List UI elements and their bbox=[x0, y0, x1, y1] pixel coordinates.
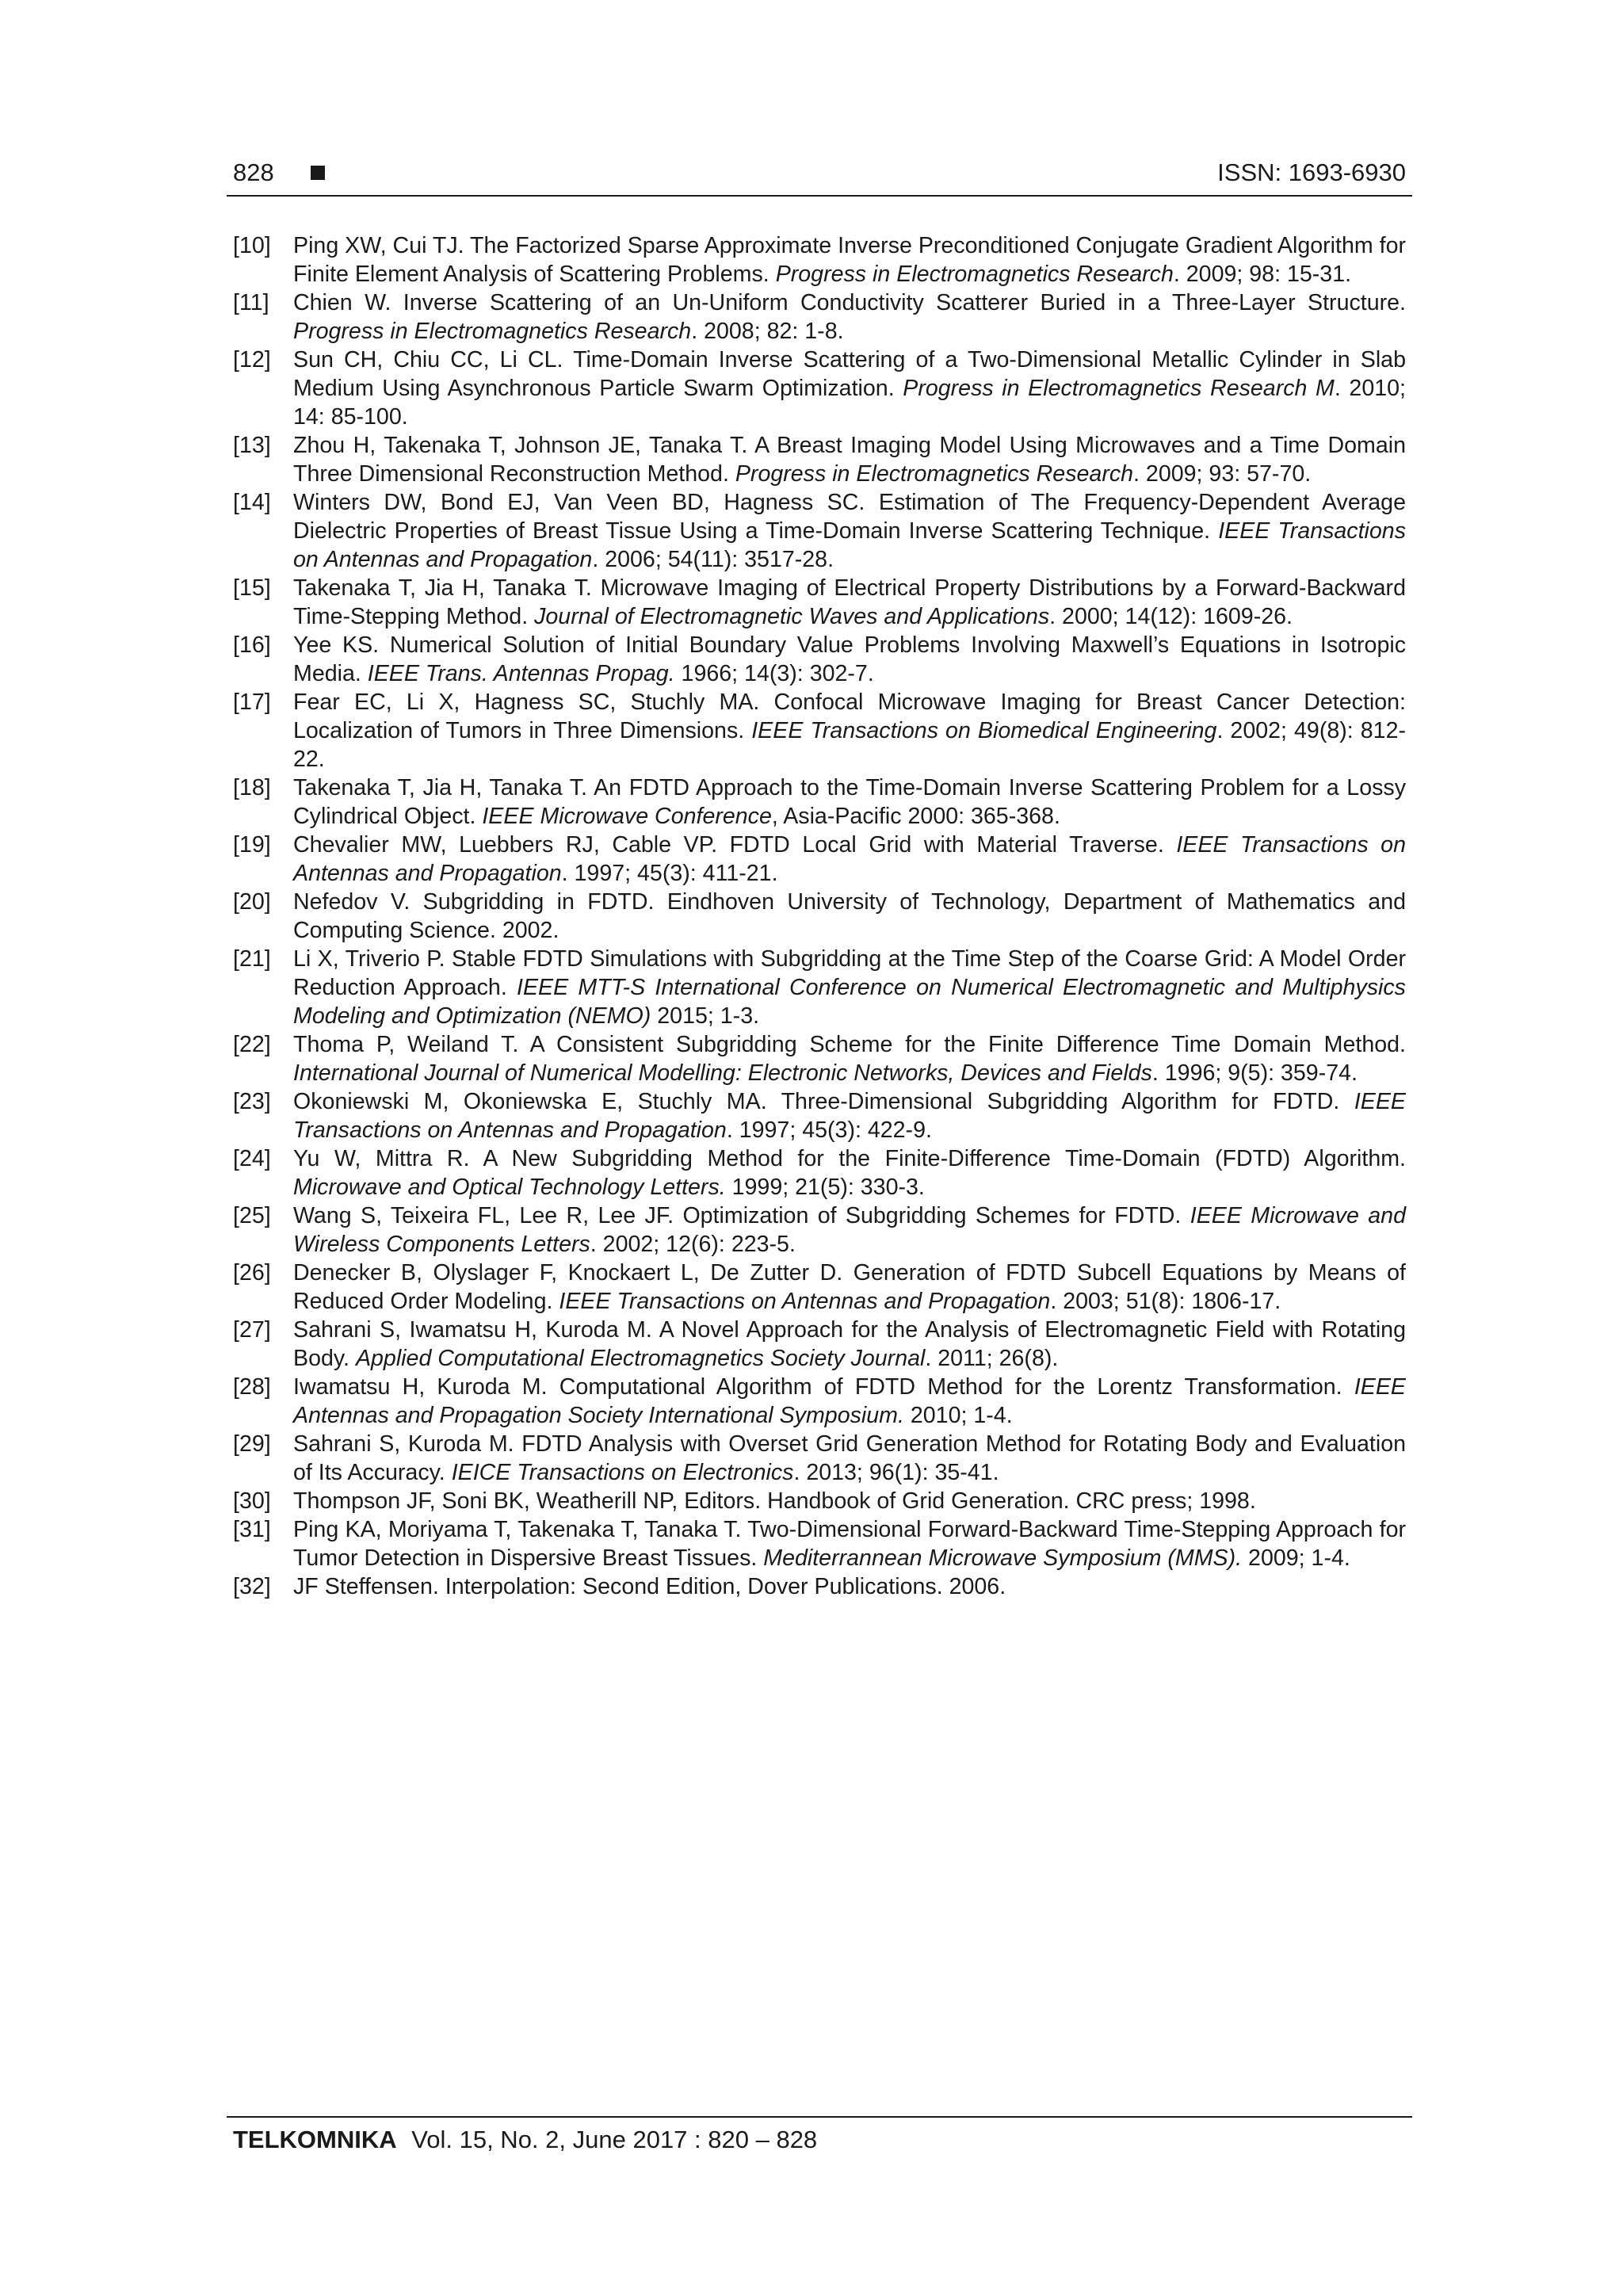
reference-authors-title: Sun CH, Chiu CC, Li CL. Time-Domain Inverse Scattering of a Two-Dimensional Metallic Cylinder in Slab Medium Using Asynchronous Particle Swarm Optimization. bbox=[293, 347, 1406, 401]
reference-number: [31] bbox=[233, 1517, 271, 1542]
reference-text bbox=[293, 774, 1406, 831]
reference-text bbox=[293, 688, 1406, 774]
reference-details: 2015; 1-3. bbox=[651, 1003, 760, 1029]
reference-item bbox=[233, 774, 1406, 831]
reference-authors-title: Li X, Triverio P. Stable FDTD Simulations with Subgridding at the Time Step of the Coarse Grid: A Model Order Reduction Approach. bbox=[293, 946, 1406, 1000]
reference-details: , Asia-Pacific 2000: 365-368. bbox=[771, 804, 1060, 829]
reference-details: . 2008; 82: 1-8. bbox=[691, 319, 844, 344]
reference-authors-title: Nefedov V. Subgridding in FDTD. Eindhoven University of Technology, Department of Mathematics and Computing Science. 2002. bbox=[293, 889, 1406, 943]
reference-item bbox=[233, 574, 1406, 631]
page-footer bbox=[233, 2126, 817, 2154]
reference-details: . 2010; 14: 85-100. bbox=[293, 376, 1406, 430]
header-divider bbox=[227, 195, 1412, 197]
reference-venue: IEICE Transactions on Electronics bbox=[451, 1460, 794, 1485]
reference-authors-title: Winters DW, Bond EJ, Van Veen BD, Hagness SC. Estimation of The Frequency-Dependent Average Dielectric Properties of Breast Tissue Using a Time-Domain Inverse Scattering Technique. bbox=[293, 490, 1406, 544]
reference-details: . 2000; 14(12): 1609-26. bbox=[1049, 604, 1293, 629]
reference-authors-title: Denecker B, Olyslager F, Knockaert L, De Zutter D. Generation of FDTD Subcell Equations by Means of Reduced Order Modeling. bbox=[293, 1260, 1406, 1314]
reference-number: [15] bbox=[233, 575, 271, 601]
reference-number: [10] bbox=[233, 233, 271, 258]
reference-authors-title: Zhou H, Takenaka T, Johnson JE, Tanaka T. A Breast Imaging Model Using Microwaves and a Time Domain Three Dimensional Reconstruction Method. bbox=[293, 433, 1406, 487]
reference-item bbox=[233, 945, 1406, 1030]
reference-item bbox=[233, 288, 1406, 346]
reference-details: 2009; 1-4. bbox=[1242, 1545, 1350, 1571]
reference-item bbox=[233, 888, 1406, 945]
reference-authors-title: Fear EC, Li X, Hagness SC, Stuchly MA. Confocal Microwave Imaging for Breast Cancer Detection: Localization of Tumors in Three Dimensions. bbox=[293, 690, 1406, 743]
reference-item bbox=[233, 1430, 1406, 1487]
reference-number: [16] bbox=[233, 632, 271, 658]
reference-number: [32] bbox=[233, 1574, 271, 1599]
reference-venue: Microwave and Optical Technology Letters. bbox=[293, 1175, 726, 1200]
reference-item bbox=[233, 688, 1406, 774]
reference-item bbox=[233, 1487, 1406, 1515]
reference-text bbox=[293, 1373, 1406, 1430]
reference-text bbox=[293, 574, 1406, 631]
reference-text bbox=[293, 1572, 1406, 1601]
reference-authors-title: Yu W, Mittra R. A New Subgridding Method for the Finite-Difference Time-Domain (FDTD) Algorithm. bbox=[293, 1146, 1406, 1171]
reference-number: [30] bbox=[233, 1488, 271, 1514]
reference-details: . 1997; 45(3): 422-9. bbox=[726, 1117, 932, 1143]
reference-venue: IEEE Microwave Conference bbox=[482, 804, 772, 829]
reference-details: . 2006; 54(11): 3517-28. bbox=[592, 547, 834, 572]
reference-authors-title: Thoma P, Weiland T. A Consistent Subgridding Scheme for the Finite Difference Time Domain Method. bbox=[293, 1032, 1406, 1057]
reference-item bbox=[233, 1144, 1406, 1201]
reference-list bbox=[233, 231, 1406, 1601]
reference-authors-title: Takenaka T, Jia H, Tanaka T. Microwave Imaging of Electrical Property Distributions by a Forward-Backward Time-Stepping Method. bbox=[293, 575, 1406, 629]
reference-venue: Progress in Electromagnetics Research M bbox=[903, 376, 1335, 401]
reference-number: [14] bbox=[233, 490, 271, 515]
reference-venue: Mediterrannean Microwave Symposium (MMS). bbox=[763, 1545, 1243, 1571]
reference-text bbox=[293, 488, 1406, 574]
reference-text bbox=[293, 1144, 1406, 1201]
reference-text bbox=[293, 1201, 1406, 1259]
footer-divider bbox=[227, 2116, 1412, 2118]
reference-venue: IEEE Transactions on Antennas and Propagation bbox=[293, 832, 1406, 886]
reference-authors-title: Ping XW, Cui TJ. The Factorized Sparse Approximate Inverse Preconditioned Conjugate Gradient Algorithm for Finite Element Analysis of Scattering Problems. bbox=[293, 233, 1406, 287]
reference-item bbox=[233, 1373, 1406, 1430]
reference-number: [29] bbox=[233, 1431, 271, 1457]
page-header bbox=[233, 155, 1406, 197]
reference-text bbox=[293, 288, 1406, 346]
reference-item bbox=[233, 231, 1406, 288]
reference-details: . 2011; 26(8). bbox=[925, 1346, 1059, 1371]
reference-details: . 2002; 12(6): 223-5. bbox=[590, 1232, 796, 1257]
reference-venue: IEEE Transactions on Antennas and Propagation bbox=[293, 1089, 1406, 1143]
journal-citation: Vol. 15, No. 2, June 2017 : 820 – 828 bbox=[411, 2126, 818, 2153]
reference-number: [19] bbox=[233, 832, 271, 858]
journal-name: TELKOMNIKA bbox=[233, 2126, 397, 2153]
reference-item bbox=[233, 1316, 1406, 1373]
reference-item bbox=[233, 1572, 1406, 1601]
reference-venue: Progress in Electromagnetics Research bbox=[293, 319, 692, 344]
reference-authors-title: Iwamatsu H, Kuroda M. Computational Algorithm of FDTD Method for the Lorentz Transformation. bbox=[293, 1374, 1354, 1400]
reference-text bbox=[293, 346, 1406, 431]
reference-text bbox=[293, 231, 1406, 288]
reference-number: [12] bbox=[233, 347, 271, 372]
reference-number: [13] bbox=[233, 433, 271, 458]
reference-number: [23] bbox=[233, 1089, 271, 1114]
reference-item bbox=[233, 1030, 1406, 1087]
reference-item bbox=[233, 1515, 1406, 1572]
reference-details: . 1996; 9(5): 359-74. bbox=[1151, 1060, 1358, 1086]
reference-details: 2010; 1-4. bbox=[903, 1403, 1013, 1428]
reference-text bbox=[293, 1030, 1406, 1087]
reference-details: . 2002; 49(8): 812-22. bbox=[293, 718, 1407, 772]
reference-authors-title: Okoniewski M, Okoniewska E, Stuchly MA. Three-Dimensional Subgridding Algorithm for FDTD. bbox=[293, 1089, 1354, 1114]
reference-details: . 2009; 98: 15-31. bbox=[1173, 262, 1352, 287]
reference-authors-title: Thompson JF, Soni BK, Weatherill NP, Editors. Handbook of Grid Generation. CRC press; 1998. bbox=[293, 1488, 1256, 1514]
reference-venue: IEEE MTT-S International Conference on Numerical Electromagnetic and Multiphysics Modeling and Optimization (NEMO) bbox=[293, 975, 1406, 1029]
reference-venue: IEEE Transactions on Biomedical Engineering bbox=[751, 718, 1217, 743]
reference-number: [17] bbox=[233, 690, 271, 715]
reference-authors-title: Sahrani S, Kuroda M. FDTD Analysis with Overset Grid Generation Method for Rotating Body and Evaluation of Its Accuracy. bbox=[293, 1431, 1406, 1485]
reference-text bbox=[293, 1259, 1406, 1316]
reference-venue: IEEE Transactions on Antennas and Propagation bbox=[559, 1289, 1051, 1314]
reference-text bbox=[293, 1487, 1406, 1515]
reference-item bbox=[233, 488, 1406, 574]
reference-details: 1966; 14(3): 302-7. bbox=[674, 661, 874, 686]
page-number: 828 bbox=[233, 159, 274, 186]
reference-venue: Progress in Electromagnetics Research bbox=[775, 262, 1174, 287]
reference-number: [25] bbox=[233, 1203, 271, 1228]
reference-item bbox=[233, 346, 1406, 431]
reference-text bbox=[293, 945, 1406, 1030]
reference-authors-title: Takenaka T, Jia H, Tanaka T. An FDTD Approach to the Time-Domain Inverse Scattering Problem for a Lossy Cylindrical Object. bbox=[293, 775, 1406, 829]
issn-label: ISSN: 1693-6930 bbox=[1217, 159, 1406, 186]
reference-details: . 1997; 45(3): 411-21. bbox=[561, 861, 778, 886]
reference-number: [28] bbox=[233, 1374, 271, 1400]
reference-text bbox=[293, 1430, 1406, 1487]
reference-authors-title: Chevalier MW, Luebbers RJ, Cable VP. FDTD Local Grid with Material Traverse. bbox=[293, 832, 1177, 858]
reference-authors-title: Yee KS. Numerical Solution of Initial Boundary Value Problems Involving Maxwell’s Equations in Isotropic Media. bbox=[293, 632, 1406, 686]
reference-details: . 2009; 93: 57-70. bbox=[1133, 461, 1312, 487]
reference-venue: IEEE Antennas and Propagation Society International Symposium. bbox=[293, 1374, 1406, 1428]
reference-authors-title: JF Steffensen. Interpolation: Second Edition, Dover Publications. 2006. bbox=[293, 1574, 1006, 1599]
reference-details: . 2003; 51(8): 1806-17. bbox=[1050, 1289, 1281, 1314]
reference-text bbox=[293, 1087, 1406, 1144]
reference-item bbox=[233, 1201, 1406, 1259]
reference-venue: IEEE Microwave and Wireless Components Letters bbox=[293, 1203, 1406, 1257]
reference-number: [22] bbox=[233, 1032, 271, 1057]
reference-number: [20] bbox=[233, 889, 271, 915]
reference-number: [21] bbox=[233, 946, 271, 972]
reference-text bbox=[293, 831, 1406, 888]
reference-text bbox=[293, 1316, 1406, 1373]
reference-item bbox=[233, 1087, 1406, 1144]
reference-item bbox=[233, 431, 1406, 488]
reference-text bbox=[293, 1515, 1406, 1572]
reference-venue: IEEE Transactions on Antennas and Propagation bbox=[293, 518, 1406, 572]
reference-text bbox=[293, 431, 1406, 488]
reference-venue: Progress in Electromagnetics Research bbox=[735, 461, 1134, 487]
reference-venue: IEEE Trans. Antennas Propag. bbox=[367, 661, 675, 686]
reference-number: [11] bbox=[233, 290, 269, 315]
reference-item bbox=[233, 631, 1406, 688]
reference-details: 1999; 21(5): 330-3. bbox=[725, 1175, 925, 1200]
reference-item bbox=[233, 1259, 1406, 1316]
reference-number: [27] bbox=[233, 1317, 271, 1343]
reference-authors-title: Sahrani S, Iwamatsu H, Kuroda M. A Novel Approach for the Analysis of Electromagnetic Field with Rotating Body. bbox=[293, 1317, 1406, 1371]
reference-authors-title: Wang S, Teixeira FL, Lee R, Lee JF. Optimization of Subgridding Schemes for FDTD. bbox=[293, 1203, 1190, 1228]
reference-text bbox=[293, 631, 1406, 688]
reference-text bbox=[293, 888, 1406, 945]
reference-number: [24] bbox=[233, 1146, 271, 1171]
reference-item bbox=[233, 831, 1406, 888]
square-bullet-icon bbox=[311, 166, 325, 180]
reference-venue: Applied Computational Electromagnetics Society Journal bbox=[355, 1346, 926, 1371]
reference-number: [26] bbox=[233, 1260, 271, 1286]
reference-venue: Journal of Electromagnetic Waves and Applications bbox=[534, 604, 1050, 629]
reference-venue: International Journal of Numerical Modelling: Electronic Networks, Devices and Fields bbox=[293, 1060, 1152, 1086]
reference-authors-title: Ping KA, Moriyama T, Takenaka T, Tanaka T. Two-Dimensional Forward-Backward Time-Stepping Approach for Tumor Detection in Dispersive Breast Tissues. bbox=[293, 1517, 1406, 1571]
reference-details: . 2013; 96(1): 35-41. bbox=[793, 1460, 999, 1485]
reference-authors-title: Chien W. Inverse Scattering of an Un-Uniform Conductivity Scatterer Buried in a Three-Layer Structure. bbox=[293, 290, 1406, 315]
reference-number: [18] bbox=[233, 775, 271, 800]
